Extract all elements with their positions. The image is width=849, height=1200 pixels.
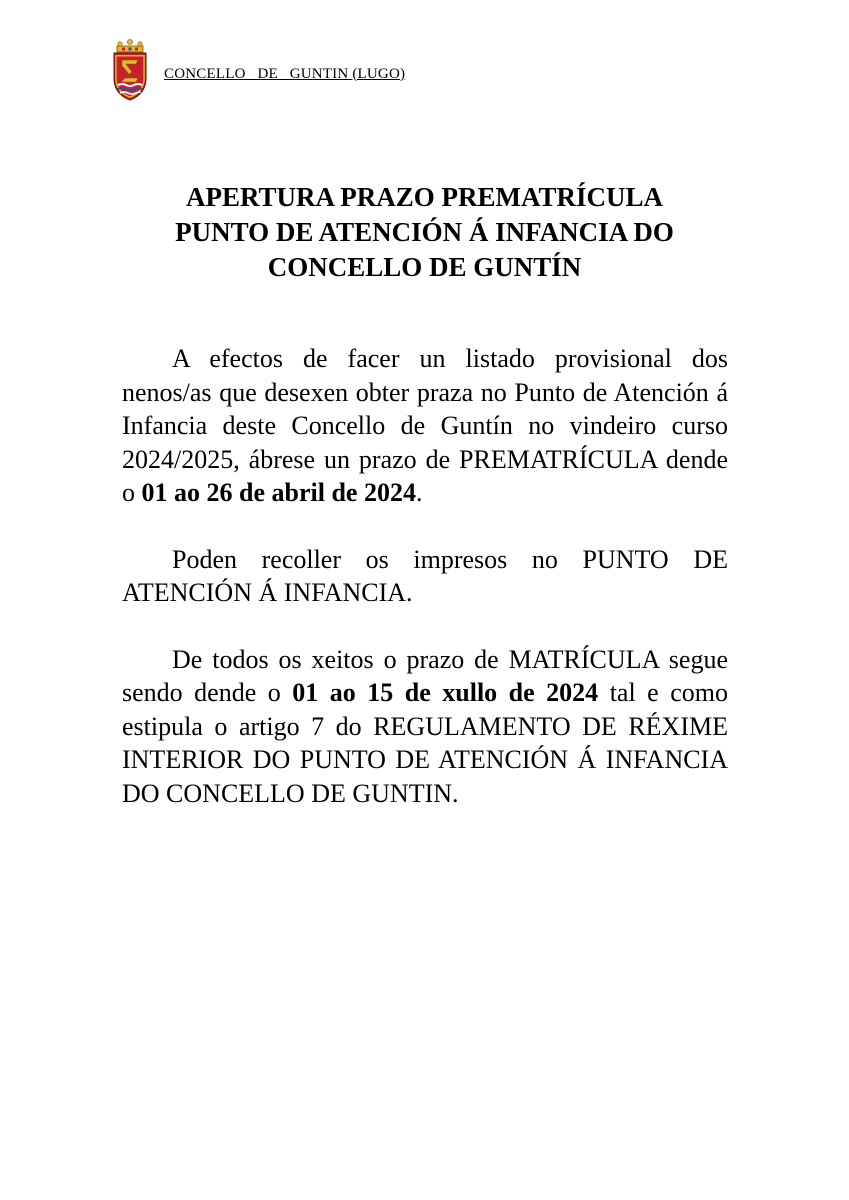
paragraph-forms: [122, 543, 728, 610]
matricula-dates: 01 ao 15 de xullo de 2024: [292, 678, 599, 707]
paragraph-matricula-text: De todos os xeitos o prazo de MATRÍCULA segue sendo dende o: [122, 644, 728, 707]
title-line-1: APERTURA PRAZO PREMATRÍCULA: [185, 182, 664, 212]
notice-body: [122, 342, 728, 810]
notice-title: [90, 180, 759, 285]
letterhead-text: CONCELLO DE GUNTIN (LUGO): [164, 65, 406, 82]
paragraph-prematricula-end: .: [415, 478, 423, 507]
paragraph-matricula: [122, 643, 728, 811]
title-line-3: CONCELLO DE GUNTÍN: [267, 252, 582, 282]
prematricula-dates: 01 ao 26 de abril de 2024: [141, 478, 416, 507]
paragraph-matricula-end: tal e como estipula o artigo 7 do REGULAMENTO DE RÉXIME INTERIOR DO PUNTO DE ATENCIÓN Á INFANCIA DO CONCELLO DE GUNTIN.: [122, 678, 728, 808]
paragraph-prematricula: [122, 342, 728, 510]
paragraph-prematricula-text: A efectos de facer un listado provisional dos nenos/as que desexen obter praza no Punto de Atención á Infancia deste Concello de Guntín no vindeiro curso 2024/2025, ábrese un prazo de PREMATRÍCULA dende o: [122, 344, 728, 507]
municipal-coat-of-arms-icon: [110, 38, 150, 102]
letterhead: [110, 38, 405, 102]
title-line-2: PUNTO DE ATENCIÓN Á INFANCIA DO: [175, 217, 674, 247]
paragraph-forms-text: Poden recoller os impresos no PUNTO DE ATENCIÓN Á INFANCIA.: [122, 544, 728, 607]
